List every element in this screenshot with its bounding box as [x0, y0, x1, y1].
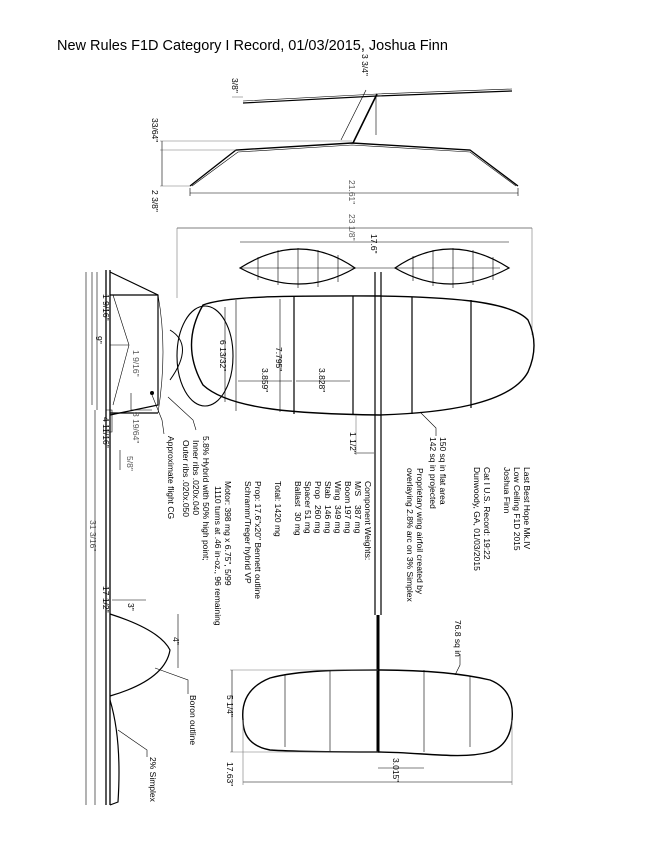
dim-stab-dihedral: 3/8" [230, 78, 240, 93]
stab-airfoil-label: 2% Simplex [148, 757, 158, 802]
svg-text:Joshua Finn: Joshua Finn [502, 467, 512, 514]
dim-stab-chord: 5 1/4" [225, 695, 235, 717]
svg-text:30 mg: 30 mg [293, 512, 303, 536]
svg-text:Outer ribs .020x.050: Outer ribs .020x.050 [181, 440, 191, 518]
document-title: New Rules F1D Category I Record, 01/03/2015, Joshua Finn [57, 38, 448, 54]
dim-pylon: 3 3/4" [360, 54, 370, 76]
svg-text:Cat I U.S. Record: 19:22: Cat I U.S. Record: 19:22 [482, 467, 492, 560]
svg-text:Spacer: Spacer [303, 481, 313, 508]
stabilizer [225, 620, 512, 786]
dim-stab-span: 17.63" [225, 762, 235, 787]
svg-text:overlaying 2.8% arc on 3% Simp: overlaying 2.8% arc on 3% Simplex [405, 468, 415, 602]
dim-tail-boom: 17 1/2" [101, 586, 111, 613]
dim-cg: 3 19/64" [131, 412, 141, 444]
svg-text:Inner ribs .020x.040: Inner ribs .020x.040 [191, 440, 201, 516]
dim-projected-span: 21.61" [347, 180, 357, 205]
dim-prop-9: 9" [94, 336, 104, 344]
component-weights [273, 481, 373, 560]
svg-text:M/S: M/S [353, 481, 363, 497]
svg-text:Stab: Stab [323, 481, 333, 499]
cg-label: Approximate flight CG [166, 436, 176, 520]
total-weight: Total: 1420 mg [273, 481, 283, 537]
svg-text:51 mg: 51 mg [303, 510, 313, 534]
stab-front [243, 91, 512, 103]
svg-text:Schramm/Treger hybrid VP: Schramm/Treger hybrid VP [243, 481, 253, 584]
svg-text:387 mg: 387 mg [353, 505, 363, 534]
dim-boom-front: 4 11/16" [101, 417, 111, 448]
dim-tip-dihedral: 2 3/8" [150, 190, 160, 212]
dim-tip-chord: 6 13/32" [218, 340, 228, 372]
dim-wing-dihedral: 33/64" [150, 118, 160, 143]
length-dimensions [86, 272, 181, 805]
dim-prop-diameter: 17.6" [369, 234, 379, 254]
main-wing [192, 296, 535, 415]
svg-text:Component Weights:: Component Weights: [363, 481, 373, 561]
wing-area-flat: 150 sq in flat area [438, 437, 448, 505]
front-view [150, 54, 518, 212]
svg-text:260 mg: 260 mg [313, 505, 323, 534]
wing-area-projected: 142 sq in projected [428, 437, 438, 509]
dim-rib-spacing-inner: 3.828" [317, 368, 327, 393]
svg-text:Ballast: Ballast [293, 481, 303, 507]
info-block [472, 467, 532, 571]
dim-stab-rib-spacing: 3.015" [391, 758, 401, 783]
svg-text:Boom: Boom [343, 481, 353, 504]
dim-rudder-offset: 3" [126, 603, 136, 611]
dim-spacer: 5/8" [125, 456, 135, 471]
dim-rib-spacing-outer: 3.859" [260, 368, 270, 393]
svg-text:197 mg: 197 mg [343, 505, 353, 534]
dim-prop-offset: 1 9/16" [101, 294, 111, 321]
prop-airfoil-note [181, 436, 211, 561]
svg-text:5.8% Hybrid with 50% high poin: 5.8% Hybrid with 50% high point; [201, 436, 211, 561]
prop-note [243, 481, 263, 599]
svg-text:Prop: Prop [313, 481, 323, 499]
stab-area: 76.8 sq in [453, 620, 463, 657]
dim-root-chord: 7.795" [274, 347, 284, 372]
svg-text:1110 turns at .46 in-oz., 96 r: 1110 turns at .46 in-oz., 96 remaining [213, 486, 223, 626]
svg-text:Low Ceiling F1D 2015: Low Ceiling F1D 2015 [512, 467, 522, 551]
svg-text:Wing: Wing [333, 481, 343, 501]
svg-text:Last Best Hope Mk.IV: Last Best Hope Mk.IV [522, 467, 532, 550]
svg-text:Proprietary wing airfoil creat: Proprietary wing airfoil created by [415, 468, 425, 595]
dim-wing-span: 23 1/8" [347, 214, 357, 241]
rudder-outline-label: Boron outline [188, 695, 198, 746]
airfoil-note [405, 468, 425, 602]
dim-le-offset: 1 1/2" [348, 432, 358, 454]
svg-text:Prop: 17.6"x20" Bennett outlin: Prop: 17.6"x20" Bennett outline [253, 481, 263, 600]
motor-stick [375, 272, 381, 752]
motor-note [213, 481, 233, 626]
svg-text:146 mg: 146 mg [323, 505, 333, 534]
svg-text:Motor: 398 mg x 6.75", 5/99: Motor: 398 mg x 6.75", 5/99 [223, 481, 233, 586]
dim-rudder-height: 4" [171, 637, 181, 645]
svg-text:Dunwoody, GA, 01/03/2015: Dunwoody, GA, 01/03/2015 [472, 467, 482, 571]
svg-text:349 mg: 349 mg [333, 505, 343, 534]
dim-overall-length: 31 3/16" [88, 520, 98, 552]
dim-prop-offset-2: 1 9/16" [131, 350, 141, 377]
